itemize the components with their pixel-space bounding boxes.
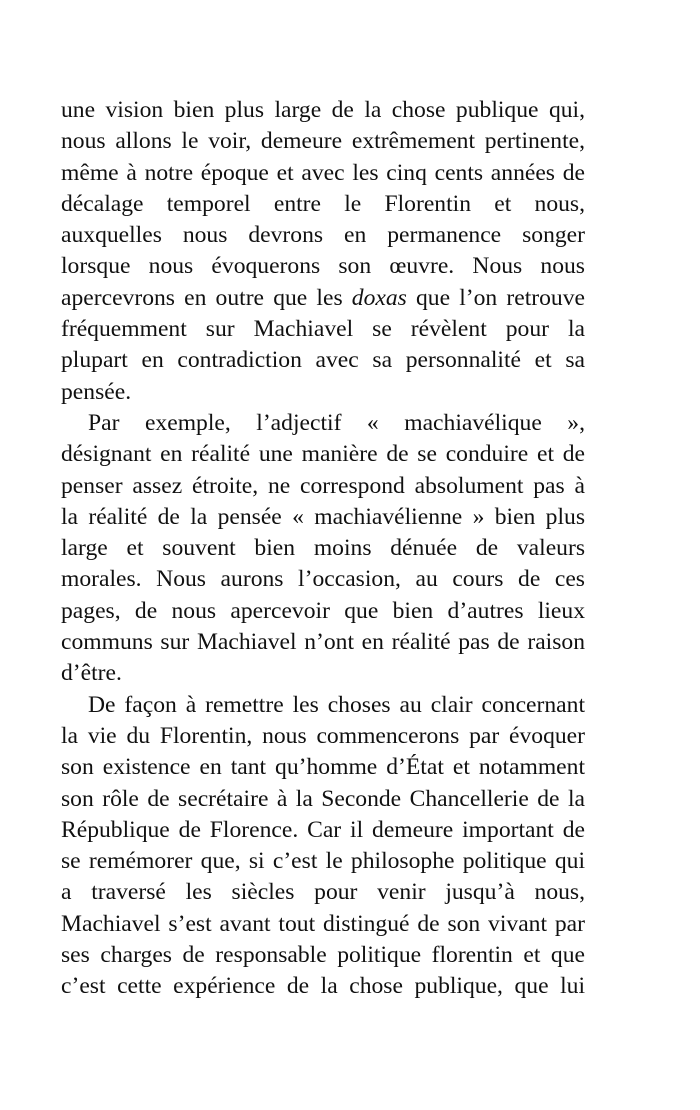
text-line [61,283,585,314]
paragraph [61,408,585,690]
text-run: se remémorer que, si c’est le philosophe politique qui [61,848,585,875]
text-line [61,345,585,376]
text-run: une vision bien plus large de la chose publique qui, [61,97,585,123]
body-text [61,95,585,1003]
text-run: son rôle de secrétaire à la Seconde Chancellerie de la [61,785,585,812]
text-line [61,627,585,658]
text-line [61,471,585,502]
text-line [61,877,585,908]
text-line [61,784,585,815]
text-line [61,502,585,533]
text-line [61,909,585,940]
text-line [61,126,585,157]
text-line [61,658,585,689]
text-line [61,721,585,752]
paragraph [61,95,585,408]
text-line [61,439,585,470]
text-line [61,408,585,439]
text-run: communs sur Machiavel n’ont en réalité pas de raison [61,629,585,656]
text-run: De façon à remettre les choses au clair concernant [88,691,585,718]
text-run: désignant en réalité une manière de se conduire et de [61,441,585,468]
text-run: c’est cette expérience de la chose publique, que lui [61,973,585,1000]
text-run: d’être. [61,660,122,687]
text-run: pensée. [61,378,132,405]
text-run: ses charges de responsable politique florentin et que [61,942,585,969]
text-line [61,377,585,408]
text-line [61,815,585,846]
text-run: la réalité de la pensée « machiavélienne » bien plus [61,503,585,530]
text-run: nous allons le voir, demeure extrêmement pertinente, [61,128,585,155]
text-run: morales. Nous aurons l’occasion, au cours de ces [61,566,585,593]
text-line [61,95,585,126]
text-line [61,564,585,595]
paragraph [61,690,585,1003]
text-run: pages, de nous apercevoir que bien d’autres lieux [61,597,585,624]
text-run: que l’on retrouve [406,284,585,311]
text-line [61,940,585,971]
text-run: la vie du Florentin, nous commencerons par évoquer [61,722,585,749]
text-run: Machiavel s’est avant tout distingué de son vivant par [61,910,585,937]
text-line [61,189,585,220]
text-line [61,752,585,783]
text-run: fréquemment sur Machiavel se révèlent pour la [61,316,585,343]
text-run: penser assez étroite, ne correspond absolument pas à [61,472,585,499]
text-run: apercevrons en outre que les [61,284,352,311]
text-line [61,314,585,345]
text-run: même à notre époque et avec les cinq cents années de [61,159,585,186]
text-run: lorsque nous évoquerons son œuvre. Nous nous [61,253,585,280]
text-run: large et souvent bien moins dénuée de valeurs [61,535,585,562]
text-run: son existence en tant qu’homme d’État et notamment [61,754,585,781]
italic-term: doxas [351,284,407,311]
text-run: République de Florence. Car il demeure important de [61,816,585,843]
text-run: décalage temporel entre le Florentin et nous, [61,190,585,217]
text-line [61,533,585,564]
text-line [61,846,585,877]
text-run: Par exemple, l’adjectif « machiavélique », [88,409,585,436]
text-run: plupart en contradiction avec sa personnalité et sa [61,347,585,374]
text-run: a traversé les siècles pour venir jusqu’à nous, [61,879,585,906]
text-line [61,690,585,721]
text-run: auxquelles nous devrons en permanence songer [61,222,585,249]
text-line [61,596,585,627]
text-line [61,220,585,251]
text-line [61,971,585,1002]
text-line [61,251,585,282]
text-line [61,158,585,189]
